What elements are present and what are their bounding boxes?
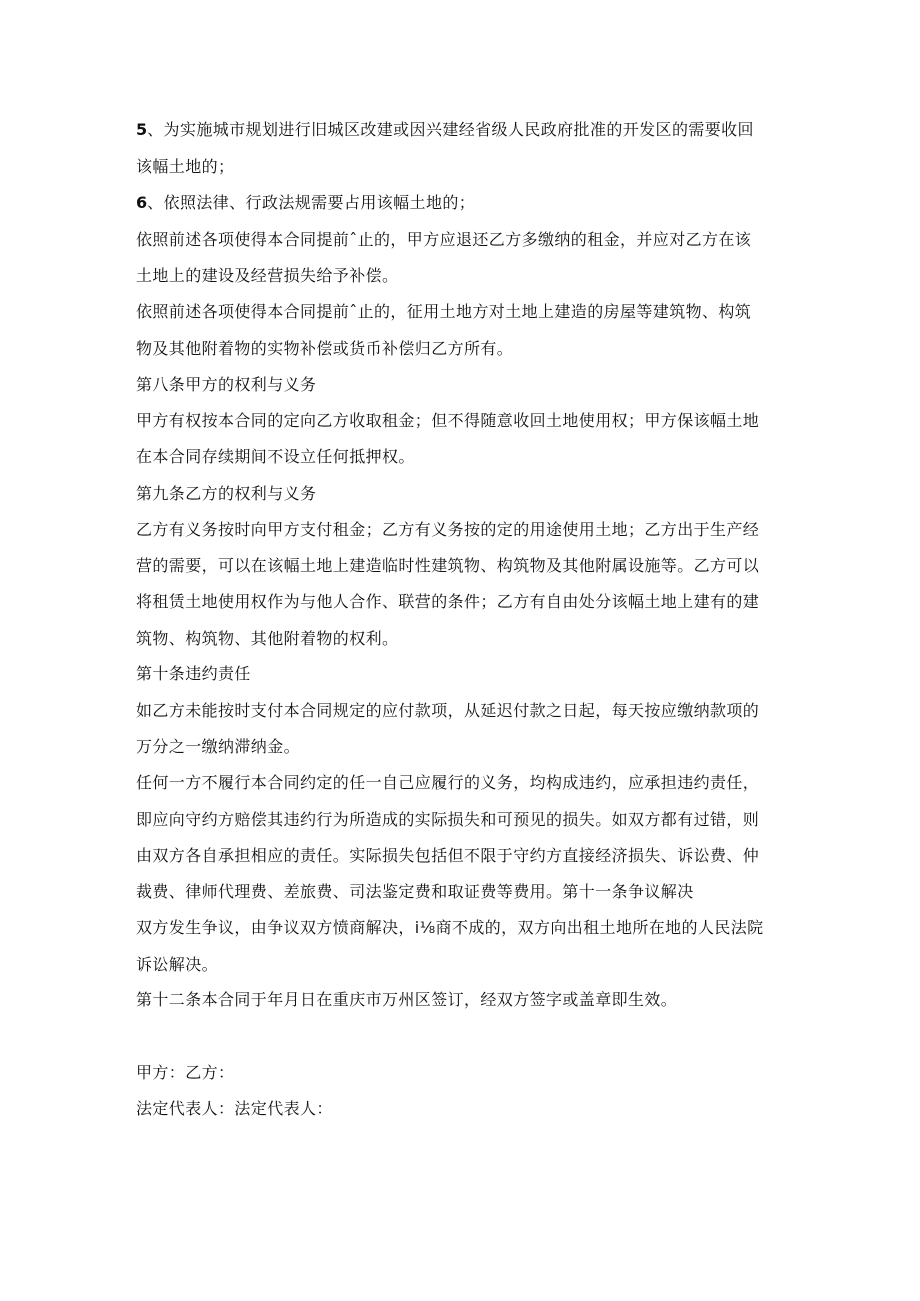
dispute-paragraph-line-2: 诉讼解决。	[136, 955, 219, 974]
signature-parties: 甲方：乙方：	[136, 1063, 235, 1082]
compensation-paragraph-line-2: 物及其他附着物的实物补偿或货币补偿归乙方所有。	[136, 339, 514, 358]
clause-5-line-1: 5、为实施城市规划进行旧城区改建或因兴建经省级人民政府批准的开发区的需要收回	[136, 120, 754, 139]
clause-6-number: 6	[136, 193, 148, 212]
article-8-text-line-2: 在本合同存续期间不设立任何抵押权。	[136, 447, 415, 466]
liability-paragraph-line-3: 由双方各自承担相应的责任。实际损失包括但不限于守约方直接经济损失、诉讼费、仲	[136, 846, 760, 865]
late-fee-paragraph-line-1: 如乙方未能按时支付本合同规定的应付款项，从延迟付款之日起，每天按应缴纳款项的	[136, 701, 760, 720]
liability-paragraph-line-2: 即应向守约方赔偿其违约行为所造成的实际损失和可预见的损失。如双方都有过错，则	[136, 810, 760, 829]
liability-paragraph-line-4: 裁费、律师代理费、差旅费、司法鉴定费和取证费等费用。第十一条争议解决	[136, 882, 694, 901]
article-12-text: 第十二条本合同于年月日在重庆市万州区签订，经双方签字或盖章即生效。	[136, 990, 678, 1009]
clause-5-line-2: 该幅土地的；	[136, 157, 235, 176]
article-9-heading: 第九条乙方的权利与义务	[136, 484, 317, 503]
clause-5-number: 5	[136, 120, 148, 139]
article-10-heading: 第十条违约责任	[136, 664, 251, 683]
refund-paragraph-line-1: 依照前述各项使得本合同提前ˆ止的，甲方应退还乙方多缴纳的租金，并应对乙方在该	[136, 230, 752, 249]
article-9-text-line-2: 营的需要，可以在该幅土地上建造临时性建筑物、构筑物及其他附属设施等。乙方可以	[136, 556, 760, 575]
article-8-heading: 第八条甲方的权利与义务	[136, 375, 317, 394]
article-9-text-line-1: 乙方有义务按时向甲方支付租金；乙方有义务按的定的用途使用土地；乙方出于生产经	[136, 520, 760, 539]
refund-paragraph-line-2: 土地上的建设及经营损失给予补偿。	[136, 266, 399, 285]
liability-paragraph-line-1: 任何一方不履行本合同约定的任一自己应履行的义务，均构成违约，应承担违约责任，	[136, 773, 760, 792]
dispute-paragraph-line-1: 双方发生争议，由争议双方愤商解决，i⅛商不成的，双方向出租土地所在地的人民法院	[136, 918, 764, 937]
article-9-text-line-4: 筑物、构筑物、其他附着物的权利。	[136, 629, 399, 648]
clause-6-line-1: 6、依照法律、行政法规需要占用该幅土地的；	[136, 193, 476, 212]
compensation-paragraph-line-1: 依照前述各项使得本合同提前ˆ止的，征用土地方对土地上建造的房屋等建筑物、构筑	[136, 302, 752, 321]
article-8-text-line-1: 甲方有权按本合同的定向乙方收取租金；但不得随意收回土地使用权；甲方保该幅土地	[136, 411, 760, 430]
article-9-text-line-3: 将租赁土地使用权作为与他人合作、联营的条件；乙方有自由处分该幅土地上建有的建	[136, 592, 760, 611]
signature-representatives: 法定代表人：法定代表人：	[136, 1099, 333, 1118]
late-fee-paragraph-line-2: 万分之一缴纳滞纳金。	[136, 737, 301, 756]
